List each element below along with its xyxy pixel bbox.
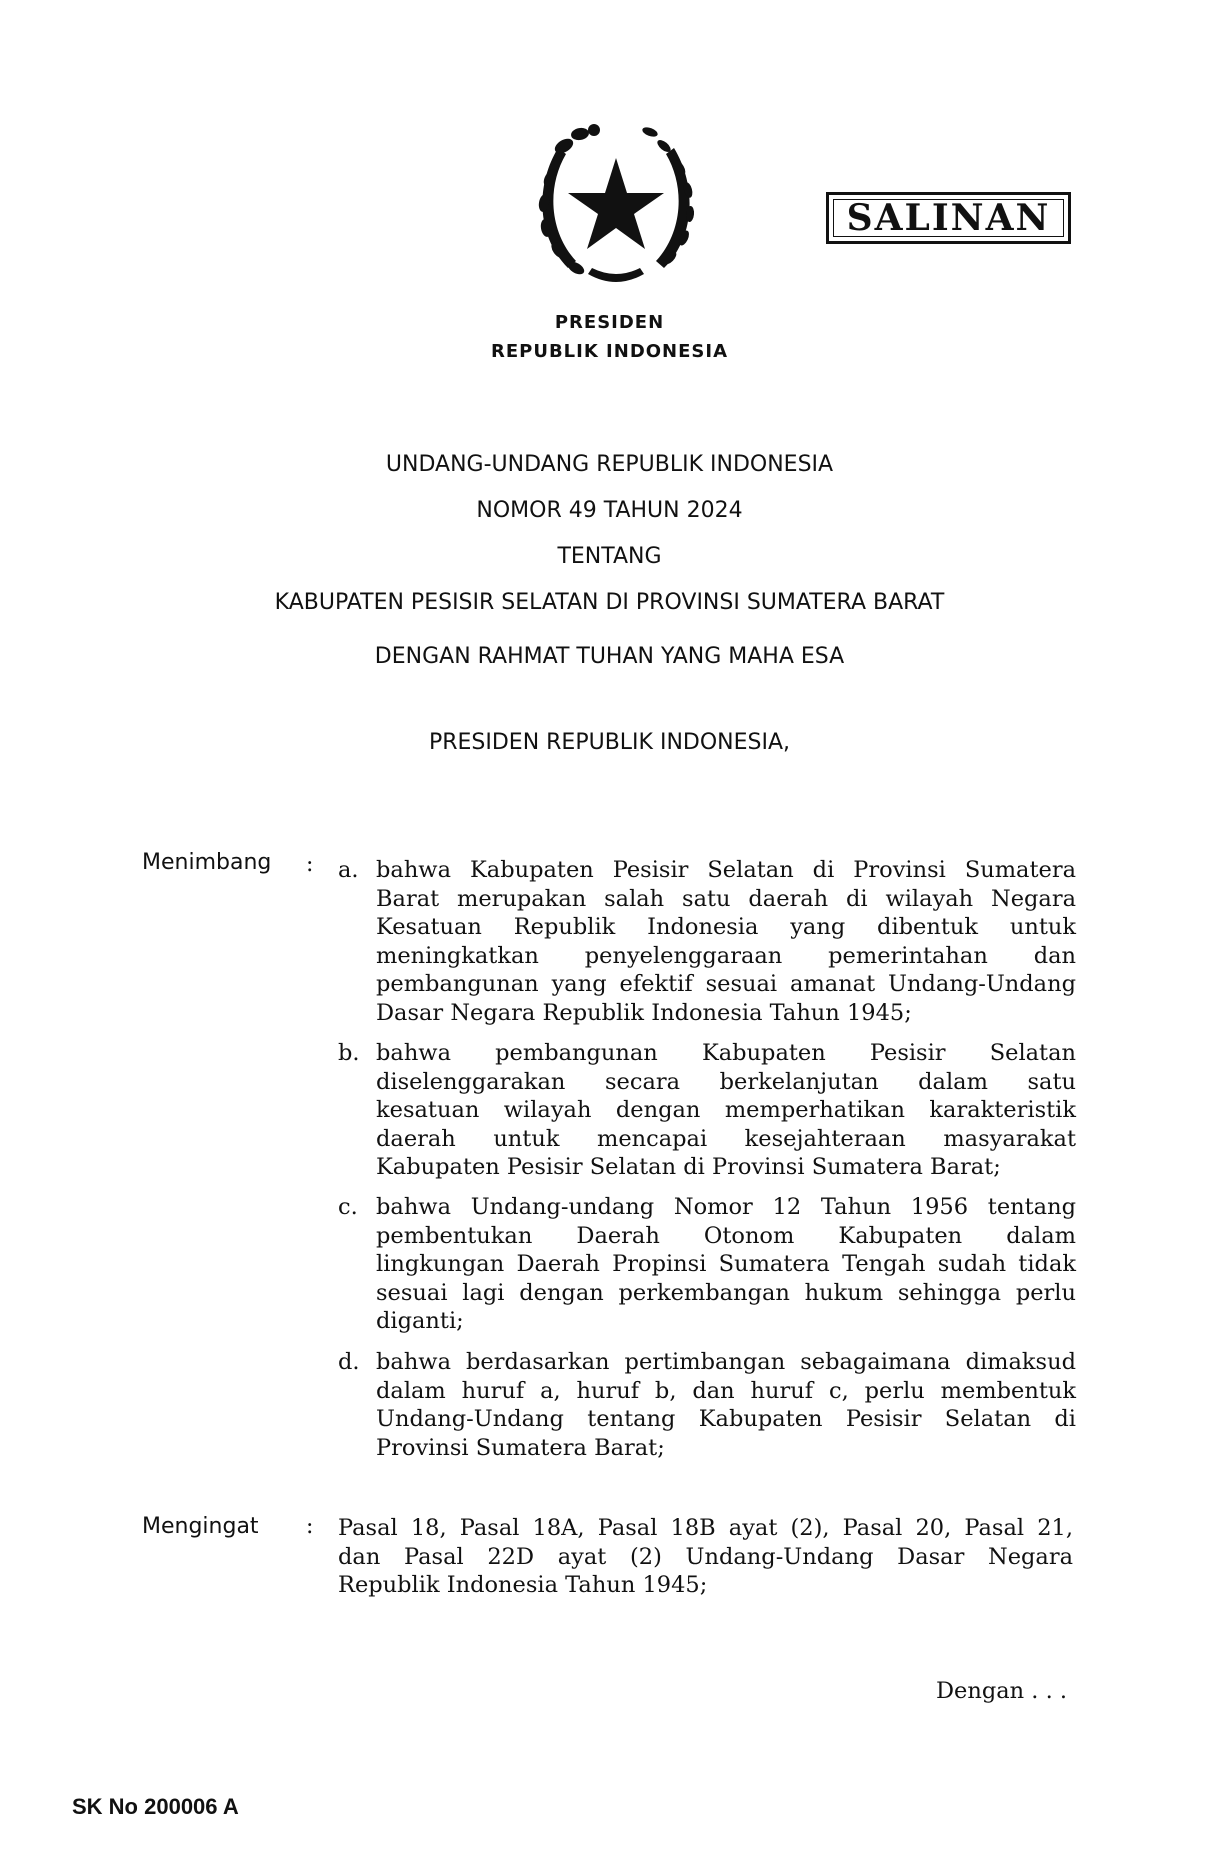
footer-code: SK No 200006 A: [72, 1794, 239, 1819]
item-line: kesatuan wilayah dengan memperhatikan karakteristik: [376, 1097, 1076, 1124]
item-line: lingkungan Daerah Propinsi Sumatera Tengah sudah tidak: [376, 1251, 1076, 1278]
item-marker: a.: [338, 857, 359, 883]
item-line: bahwa pembangunan Kabupaten Pesisir Selatan: [376, 1040, 1076, 1066]
item-line: Provinsi Sumatera Barat;: [376, 1434, 665, 1461]
item-line: bahwa berdasarkan pertimbangan sebagaimana dimaksud: [376, 1349, 1076, 1375]
president-line: PRESIDEN REPUBLIK INDONESIA,: [428, 730, 791, 755]
issuer-heading: [0, 308, 1219, 366]
law-title-line-2: NOMOR 49 TAHUN 2024: [476, 498, 743, 523]
mengingat-colon: :: [306, 1514, 314, 1539]
item-line: daerah untuk mencapai kesejahteraan masyarakat: [376, 1125, 1076, 1152]
issuer-line-2: REPUBLIK INDONESIA: [490, 341, 729, 362]
law-title-line-1: UNDANG-UNDANG REPUBLIK INDONESIA: [385, 452, 834, 477]
menimbang-colon: :: [306, 852, 314, 877]
law-title-line-3: TENTANG: [557, 544, 662, 569]
continuation-catchword: Dengan . . .: [936, 1678, 1068, 1704]
mengingat-label: Mengingat: [142, 1514, 259, 1539]
blessing-line: DENGAN RAHMAT TUHAN YANG MAHA ESA: [374, 644, 845, 669]
item-line: diganti;: [376, 1308, 464, 1335]
issuer-line-1: PRESIDEN: [554, 312, 665, 333]
mengingat-line: Republik Indonesia Tahun 1945;: [338, 1572, 708, 1599]
item-line: bahwa Undang-undang Nomor 12 Tahun 1956 tentang: [376, 1194, 1076, 1220]
item-line: Kabupaten Pesisir Selatan di Provinsi Sumatera Barat;: [376, 1154, 1001, 1181]
item-line: Dasar Negara Republik Indonesia Tahun 1945;: [376, 999, 912, 1026]
mengingat-line: dan Pasal 22D ayat (2) Undang-Undang Dasar Negara: [338, 1543, 1073, 1570]
menimbang-label: Menimbang: [142, 850, 272, 875]
item-line: Undang-Undang tentang Kabupaten Pesisir Selatan di: [376, 1406, 1076, 1433]
item-line: pembangunan yang efektif sesuai amanat Undang-Undang: [376, 971, 1076, 998]
item-line: sesuai lagi dengan perkembangan hukum sehingga perlu: [376, 1279, 1076, 1306]
law-title-line-4: KABUPATEN PESISIR SELATAN DI PROVINSI SUMATERA BARAT: [274, 590, 945, 615]
law-title: [0, 442, 1219, 626]
item-line: Kesatuan Republik Indonesia yang dibentuk untuk: [376, 914, 1076, 941]
item-marker: b.: [338, 1040, 360, 1066]
item-line: dalam huruf a, huruf b, dan huruf c, perlu membentuk: [376, 1377, 1076, 1404]
item-line: meningkatkan penyelenggaraan pemerintahan dan: [376, 942, 1076, 969]
garuda-star-emblem-icon: [528, 118, 704, 294]
mengingat-text: [338, 1514, 1073, 1600]
item-marker: d.: [338, 1349, 360, 1375]
mengingat-line: Pasal 18, Pasal 18A, Pasal 18B ayat (2), Pasal 20, Pasal 21,: [338, 1515, 1073, 1541]
item-line: Barat merupakan salah satu daerah di wilayah Negara: [376, 885, 1076, 912]
salinan-stamp: SALINAN: [826, 192, 1071, 244]
item-line: diselenggarakan secara berkelanjutan dalam satu: [376, 1068, 1076, 1095]
item-line: bahwa Kabupaten Pesisir Selatan di Provinsi Sumatera: [376, 857, 1076, 883]
item-marker: c.: [338, 1194, 358, 1220]
item-line: pembentukan Daerah Otonom Kabupaten dalam: [376, 1222, 1076, 1249]
